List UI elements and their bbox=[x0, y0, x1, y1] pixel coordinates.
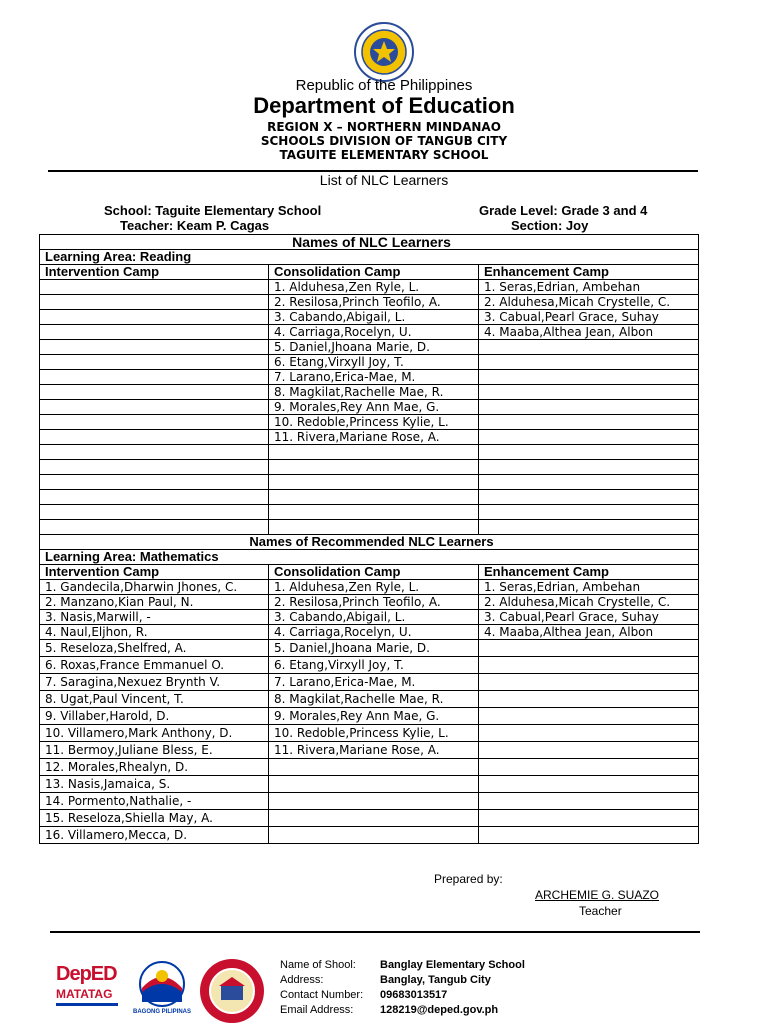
table-row bbox=[40, 610, 699, 625]
footer-label-name: Name of Shool: bbox=[280, 959, 356, 971]
cell-enhancement bbox=[479, 445, 699, 460]
table-title-row bbox=[40, 235, 699, 250]
cell-intervention: 6. Roxas,France Emmanuel O. bbox=[40, 657, 269, 674]
cell-enhancement: 4. Maaba,Althea Jean, Albon bbox=[479, 625, 699, 640]
footer-value-email: 128219@deped.gov.ph bbox=[380, 1004, 499, 1016]
table-row bbox=[40, 657, 699, 674]
cell-consolidation: 9. Morales,Rey Ann Mae, G. bbox=[269, 708, 479, 725]
cell-enhancement bbox=[479, 460, 699, 475]
table-row bbox=[40, 691, 699, 708]
cell-intervention: 15. Reseloza,Shiella May, A. bbox=[40, 810, 269, 827]
cell-consolidation: 11. Rivera,Mariane Rose, A. bbox=[269, 430, 479, 445]
cell-intervention bbox=[40, 370, 269, 385]
table-row bbox=[40, 310, 699, 325]
footer-label-contact: Contact Number: bbox=[280, 989, 364, 1001]
cell-consolidation bbox=[269, 460, 479, 475]
table-row bbox=[40, 295, 699, 310]
cell-intervention bbox=[40, 310, 269, 325]
cell-enhancement bbox=[479, 640, 699, 657]
section-label: Section: Joy bbox=[511, 218, 589, 233]
table-row bbox=[40, 640, 699, 657]
cell-enhancement bbox=[479, 657, 699, 674]
cell-consolidation: 7. Larano,Erica-Mae, M. bbox=[269, 674, 479, 691]
cell-consolidation bbox=[269, 490, 479, 505]
bagong-pilipinas-text: BAGONG PILIPINAS bbox=[132, 1009, 191, 1015]
cell-enhancement bbox=[479, 742, 699, 759]
cell-consolidation: 8. Magkilat,Rachelle Mae, R. bbox=[269, 691, 479, 708]
signatory-role: Teacher bbox=[579, 904, 622, 918]
table-row bbox=[40, 580, 699, 595]
cell-consolidation bbox=[269, 776, 479, 793]
table-row bbox=[40, 725, 699, 742]
table-row bbox=[40, 793, 699, 810]
cell-consolidation bbox=[269, 827, 479, 844]
cell-enhancement bbox=[479, 490, 699, 505]
cell-consolidation: 8. Magkilat,Rachelle Mae, R. bbox=[269, 385, 479, 400]
table-row bbox=[40, 430, 699, 445]
school-label: School: Taguite Elementary School bbox=[104, 203, 322, 218]
cell-intervention bbox=[40, 340, 269, 355]
cell-intervention: 4. Naul,Eljhon, R. bbox=[40, 625, 269, 640]
cell-consolidation bbox=[269, 759, 479, 776]
matatag-logo-text: MATATAG bbox=[56, 987, 113, 1001]
cell-intervention: 1. Gandecila,Dharwin Jhones, C. bbox=[40, 580, 269, 595]
cell-intervention bbox=[40, 505, 269, 520]
table-row bbox=[40, 625, 699, 640]
table-title-row bbox=[40, 535, 699, 550]
cell-consolidation: 1. Alduhesa,Zen Ryle, L. bbox=[269, 280, 479, 295]
cell-intervention: 14. Pormento,Nathalie, - bbox=[40, 793, 269, 810]
bagong-pilipinas-logo-icon bbox=[133, 958, 191, 1010]
cell-intervention: 11. Bermoy,Juliane Bless, E. bbox=[40, 742, 269, 759]
column-header-intervention: Intervention Camp bbox=[40, 565, 269, 580]
table-row bbox=[40, 520, 699, 535]
cell-intervention: 13. Nasis,Jamaica, S. bbox=[40, 776, 269, 793]
table-row bbox=[40, 595, 699, 610]
table-row bbox=[40, 674, 699, 691]
table-row bbox=[40, 827, 699, 844]
cell-consolidation: 6. Etang,Virxyll Joy, T. bbox=[269, 657, 479, 674]
column-header-row bbox=[40, 265, 699, 280]
cell-intervention: 7. Saragina,Nexuez Brynth V. bbox=[40, 674, 269, 691]
cell-consolidation: 4. Carriaga,Rocelyn, U. bbox=[269, 325, 479, 340]
learning-area-row bbox=[40, 550, 699, 565]
grade-level-label: Grade Level: Grade 3 and 4 bbox=[479, 203, 648, 218]
cell-enhancement bbox=[479, 475, 699, 490]
cell-intervention bbox=[40, 280, 269, 295]
cell-intervention bbox=[40, 295, 269, 310]
document-title: List of NLC Learners bbox=[319, 172, 449, 188]
table-row bbox=[40, 742, 699, 759]
table-row bbox=[40, 460, 699, 475]
cell-enhancement bbox=[479, 810, 699, 827]
cell-enhancement bbox=[479, 400, 699, 415]
cell-intervention bbox=[40, 430, 269, 445]
table-row bbox=[40, 776, 699, 793]
table-row bbox=[40, 759, 699, 776]
cell-consolidation: 5. Daniel,Jhoana Marie, D. bbox=[269, 340, 479, 355]
table-row bbox=[40, 280, 699, 295]
cell-enhancement: 4. Maaba,Althea Jean, Albon bbox=[479, 325, 699, 340]
cell-intervention: 9. Villaber,Harold, D. bbox=[40, 708, 269, 725]
cell-consolidation bbox=[269, 793, 479, 810]
table-row bbox=[40, 370, 699, 385]
cell-consolidation: 9. Morales,Rey Ann Mae, G. bbox=[269, 400, 479, 415]
footer-labels bbox=[280, 959, 363, 1019]
learning-area-row bbox=[40, 250, 699, 265]
cell-enhancement: 1. Seras,Edrian, Ambehan bbox=[479, 280, 699, 295]
cell-enhancement bbox=[479, 691, 699, 708]
cell-intervention: 2. Manzano,Kian Paul, N. bbox=[40, 595, 269, 610]
footer-value-name: Banglay Elementary School bbox=[380, 959, 525, 971]
teacher-label: Teacher: Keam P. Cagas bbox=[120, 218, 270, 233]
cell-consolidation bbox=[269, 810, 479, 827]
cell-intervention: 12. Morales,Rhealyn, D. bbox=[40, 759, 269, 776]
cell-consolidation bbox=[269, 475, 479, 490]
prepared-by-label: Prepared by: bbox=[434, 872, 503, 886]
school-seal-icon bbox=[199, 958, 265, 1024]
cell-enhancement bbox=[479, 505, 699, 520]
school-line: TAGUITE ELEMENTARY SCHOOL bbox=[279, 148, 489, 162]
republic-heading: Republic of the Philippines bbox=[295, 77, 473, 94]
cell-consolidation: 7. Larano,Erica-Mae, M. bbox=[269, 370, 479, 385]
cell-consolidation: 1. Alduhesa,Zen Ryle, L. bbox=[269, 580, 479, 595]
column-header-intervention: Intervention Camp bbox=[40, 265, 269, 280]
table-row bbox=[40, 445, 699, 460]
department-heading: Department of Education bbox=[253, 93, 515, 118]
deped-matatag-logo bbox=[56, 963, 124, 1019]
cell-enhancement: 2. Alduhesa,Micah Crystelle, C. bbox=[479, 595, 699, 610]
table-row bbox=[40, 415, 699, 430]
cell-enhancement bbox=[479, 430, 699, 445]
learning-area-label: Learning Area: Mathematics bbox=[40, 550, 699, 565]
cell-consolidation: 10. Redoble,Princess Kylie, L. bbox=[269, 415, 479, 430]
table-row bbox=[40, 340, 699, 355]
cell-intervention bbox=[40, 355, 269, 370]
footer-value-contact: 09683013517 bbox=[380, 989, 448, 1001]
footer-values bbox=[380, 959, 525, 1019]
cell-intervention: 5. Reseloza,Shelfred, A. bbox=[40, 640, 269, 657]
table-row bbox=[40, 355, 699, 370]
cell-enhancement bbox=[479, 415, 699, 430]
cell-intervention: 16. Villamero,Mecca, D. bbox=[40, 827, 269, 844]
math-table bbox=[39, 534, 699, 844]
cell-consolidation bbox=[269, 445, 479, 460]
cell-enhancement bbox=[479, 827, 699, 844]
cell-consolidation: 4. Carriaga,Rocelyn, U. bbox=[269, 625, 479, 640]
column-header-consolidation: Consolidation Camp bbox=[269, 565, 479, 580]
cell-enhancement bbox=[479, 708, 699, 725]
cell-enhancement: 1. Seras,Edrian, Ambehan bbox=[479, 580, 699, 595]
table-row bbox=[40, 400, 699, 415]
cell-intervention bbox=[40, 520, 269, 535]
footer-divider bbox=[50, 931, 700, 933]
region-heading bbox=[0, 120, 768, 162]
table-row bbox=[40, 505, 699, 520]
cell-consolidation: 5. Daniel,Jhoana Marie, D. bbox=[269, 640, 479, 657]
footer-label-email: Email Address: bbox=[280, 1004, 354, 1016]
cell-intervention bbox=[40, 460, 269, 475]
cell-enhancement bbox=[479, 385, 699, 400]
cell-consolidation: 11. Rivera,Mariane Rose, A. bbox=[269, 742, 479, 759]
cell-intervention: 3. Nasis,Marwill, - bbox=[40, 610, 269, 625]
cell-consolidation: 3. Cabando,Abigail, L. bbox=[269, 310, 479, 325]
column-header-enhancement: Enhancement Camp bbox=[479, 265, 699, 280]
table-row bbox=[40, 810, 699, 827]
cell-intervention bbox=[40, 325, 269, 340]
division-line: SCHOOLS DIVISION OF TANGUB CITY bbox=[260, 134, 508, 148]
cell-intervention bbox=[40, 400, 269, 415]
cell-enhancement: 3. Cabual,Pearl Grace, Suhay bbox=[479, 610, 699, 625]
cell-enhancement bbox=[479, 759, 699, 776]
cell-intervention bbox=[40, 490, 269, 505]
cell-enhancement bbox=[479, 725, 699, 742]
table-row bbox=[40, 385, 699, 400]
column-header-enhancement: Enhancement Camp bbox=[479, 565, 699, 580]
cell-intervention: 8. Ugat,Paul Vincent, T. bbox=[40, 691, 269, 708]
learning-area-label: Learning Area: Reading bbox=[40, 250, 699, 265]
cell-enhancement: 3. Cabual,Pearl Grace, Suhay bbox=[479, 310, 699, 325]
cell-intervention bbox=[40, 475, 269, 490]
table-title: Names of NLC Learners bbox=[40, 235, 699, 250]
cell-enhancement bbox=[479, 370, 699, 385]
cell-consolidation bbox=[269, 505, 479, 520]
deped-logo-text: DepED bbox=[56, 963, 117, 985]
signatory-name: ARCHEMIE G. SUAZO bbox=[535, 888, 660, 902]
footer-value-address: Banglay, Tangub City bbox=[380, 974, 491, 986]
column-header-consolidation: Consolidation Camp bbox=[269, 265, 479, 280]
deped-seal-icon bbox=[354, 22, 414, 82]
table-row bbox=[40, 708, 699, 725]
reading-table bbox=[39, 234, 699, 535]
cell-consolidation: 10. Redoble,Princess Kylie, L. bbox=[269, 725, 479, 742]
cell-intervention: 10. Villamero,Mark Anthony, D. bbox=[40, 725, 269, 742]
cell-consolidation: 3. Cabando,Abigail, L. bbox=[269, 610, 479, 625]
cell-consolidation: 2. Resilosa,Princh Teofilo, A. bbox=[269, 295, 479, 310]
cell-intervention bbox=[40, 445, 269, 460]
column-header-row bbox=[40, 565, 699, 580]
table-title: Names of Recommended NLC Learners bbox=[40, 535, 699, 550]
cell-enhancement bbox=[479, 355, 699, 370]
table-row bbox=[40, 490, 699, 505]
cell-intervention bbox=[40, 385, 269, 400]
cell-enhancement bbox=[479, 674, 699, 691]
cell-consolidation: 2. Resilosa,Princh Teofilo, A. bbox=[269, 595, 479, 610]
table-row bbox=[40, 475, 699, 490]
region-line: REGION X – NORTHERN MINDANAO bbox=[267, 120, 501, 134]
cell-enhancement bbox=[479, 776, 699, 793]
cell-enhancement bbox=[479, 340, 699, 355]
footer-label-address: Address: bbox=[280, 974, 324, 986]
cell-intervention bbox=[40, 415, 269, 430]
cell-enhancement: 2. Alduhesa,Micah Crystelle, C. bbox=[479, 295, 699, 310]
cell-consolidation: 6. Etang,Virxyll Joy, T. bbox=[269, 355, 479, 370]
table-row bbox=[40, 325, 699, 340]
cell-enhancement bbox=[479, 793, 699, 810]
cell-enhancement bbox=[479, 520, 699, 535]
cell-consolidation bbox=[269, 520, 479, 535]
